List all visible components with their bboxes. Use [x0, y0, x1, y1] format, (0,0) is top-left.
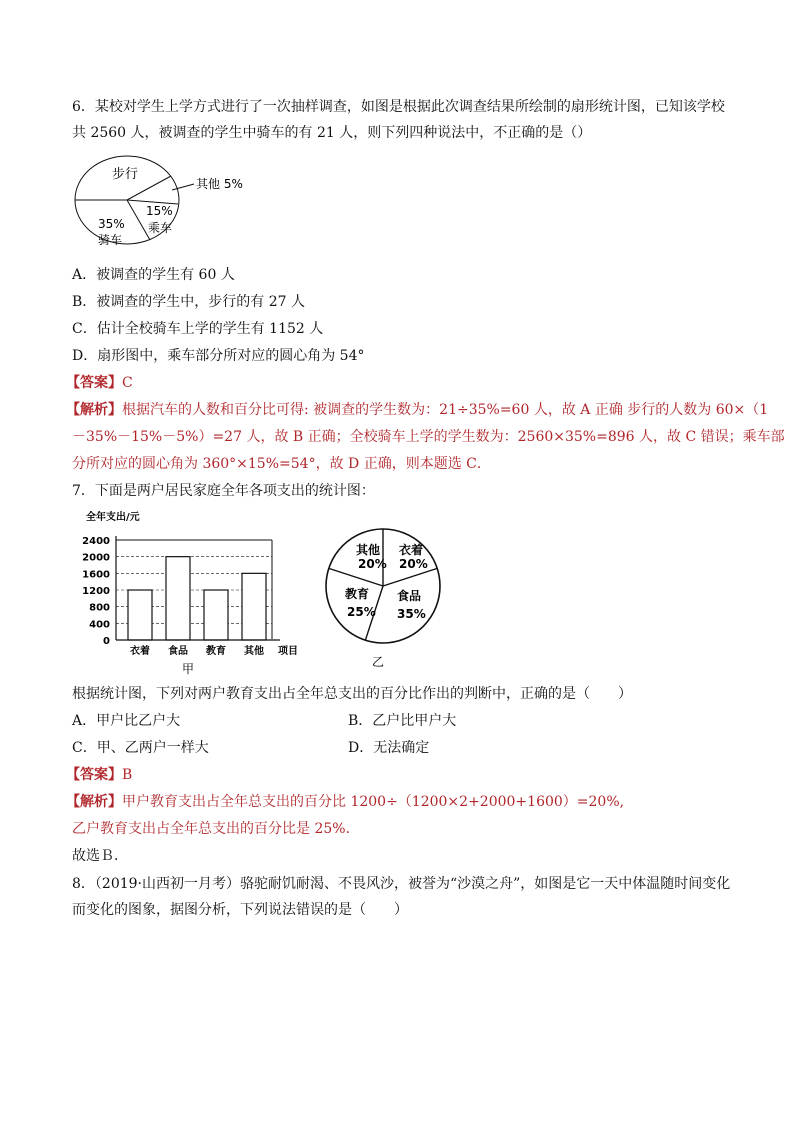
bar-1	[166, 557, 190, 640]
q7-answer	[66, 766, 132, 784]
bar-xtick-label: 其他	[244, 646, 264, 657]
q7-option-b: B．乙户比甲户大	[348, 713, 457, 729]
q7-option-a: A．甲户比乙户大	[72, 713, 181, 729]
q7-answer-value: B	[122, 767, 133, 783]
q7-analysis-text1: 甲户教育支出占全年总支出的百分比 1200÷（1200×2+2000+1600）=20%,	[122, 794, 625, 810]
q7-conclusion: 故选Ｂ．	[72, 848, 128, 864]
q6-answer-value: C	[122, 375, 133, 391]
q6-pie-label-bike-pct: 35%	[98, 217, 125, 231]
bar-ytick-label: 2400	[82, 536, 110, 547]
bar-0	[128, 590, 152, 640]
q7-question: 根据统计图，下列对两户教育支出占全年总支出的百分比作出的判断中，正确的是（ ）	[72, 686, 632, 702]
bar-bars	[128, 557, 266, 640]
bar-chart-caption: 甲	[182, 662, 195, 676]
q6-pie-label-bus-pct: 15%	[146, 204, 173, 218]
bar-xtick-label: 食品	[168, 646, 188, 657]
q6-stem-line2: 共 2560 人，被调查的学生中骑车的有 21 人，则下列四种说法中，不正确的是（）	[72, 125, 592, 141]
bar-xtick-label: 教育	[206, 646, 226, 657]
bar-ytick-label: 2000	[82, 552, 110, 564]
q6-analysis-line1	[66, 401, 768, 419]
q6-pie-chart	[72, 152, 252, 252]
q7-analysis-tag: 【解析】	[66, 794, 122, 810]
q6-analysis-line3: 分所对应的圆心角为 360°×15%=54°，故 D 正确，则本题选 C．	[72, 456, 491, 472]
q6-stem-line1: 6．某校对学生上学方式进行了一次抽样调查，如图是根据此次调查结果所绘制的扇形统计图，已知该学校	[72, 99, 725, 115]
q6-answer-tag: 【答案】	[66, 375, 122, 391]
q8-stem-line2: 而变化的图象，据图分析，下列说法错误的是（ ）	[72, 902, 408, 918]
bar-3	[242, 573, 266, 640]
q6-answer	[66, 374, 133, 392]
q7-analysis-line2: 乙户教育支出占全年总支出的百分比是 25%．	[72, 821, 360, 837]
bar-2	[204, 590, 228, 640]
q6-option-c: C．估计全校骑车上学的学生有 1152 人	[72, 321, 324, 337]
pie-chart-caption: 乙	[372, 655, 385, 669]
q8-stem-line1: 8．（2019·山西初一月考）骆驼耐饥耐渴、不畏风沙，被誉为“沙漠之舟”，如图是它一天中体温随时间变化	[72, 876, 731, 892]
bar-ytick-label: 400	[89, 619, 110, 631]
q6-analysis-tag: 【解析】	[66, 402, 122, 418]
pie-label-cloth-pct: 20%	[399, 557, 428, 571]
pie-label-food-pct: 35%	[397, 607, 426, 621]
bar-chart-xlabel: 项目	[278, 646, 298, 657]
pie-label-other-pct: 20%	[358, 557, 387, 571]
q6-analysis-text1: 根据汽车的人数和百分比可得: 被调查的学生数为：21÷35%=60 人，故 A 正确 步行的人数为 60×（1	[122, 402, 769, 418]
q7-analysis-line1	[66, 793, 624, 811]
q6-option-a: A．被调查的学生有 60 人	[72, 267, 235, 283]
bar-ytick-label: 800	[89, 602, 110, 614]
pie-label-edu: 教育	[345, 587, 370, 601]
q6-pie-label-other: 其他 5%	[196, 177, 243, 191]
bar-chart-ylabel: 全年支出/元	[86, 512, 140, 523]
bar-yticks	[82, 536, 110, 647]
q6-analysis-line2: －35%－15%－5%）=27 人，故 B 正确；全校骑车上学的学生数为：2560×35%=896 人，故 C 错误；乘车部	[72, 429, 785, 445]
q7-answer-tag: 【答案】	[66, 767, 122, 783]
q7-option-c: C．甲、乙两户一样大	[72, 740, 209, 756]
q6-option-b: B．被调查的学生中，步行的有 27 人	[72, 294, 306, 310]
q7-bar-chart	[72, 506, 312, 678]
q7-option-d: D．无法确定	[348, 740, 430, 756]
bar-xticks	[130, 644, 264, 657]
q7-pie-chart	[320, 520, 450, 670]
pie-label-cloth: 衣着	[399, 543, 424, 557]
bar-ytick-label: 1600	[82, 569, 110, 581]
q7-stem: 7．下面是两户居民家庭全年各项支出的统计图：	[72, 483, 375, 499]
q6-option-d: D．扇形图中，乘车部分所对应的圆心角为 54°	[72, 348, 365, 364]
pie-label-food: 食品	[397, 589, 422, 603]
pie-label-other: 其他	[356, 543, 381, 557]
bar-xtick-label: 衣着	[130, 646, 150, 657]
bar-ytick-label: 1200	[82, 586, 110, 597]
q6-pie-label-walk: 步行	[112, 167, 139, 182]
q6-pie-label-bike: 骑车	[98, 233, 123, 247]
pie-label-edu-pct: 25%	[347, 605, 376, 619]
bar-ytick-label: 0	[103, 636, 110, 647]
q6-pie-label-bus: 乘车	[148, 221, 173, 235]
